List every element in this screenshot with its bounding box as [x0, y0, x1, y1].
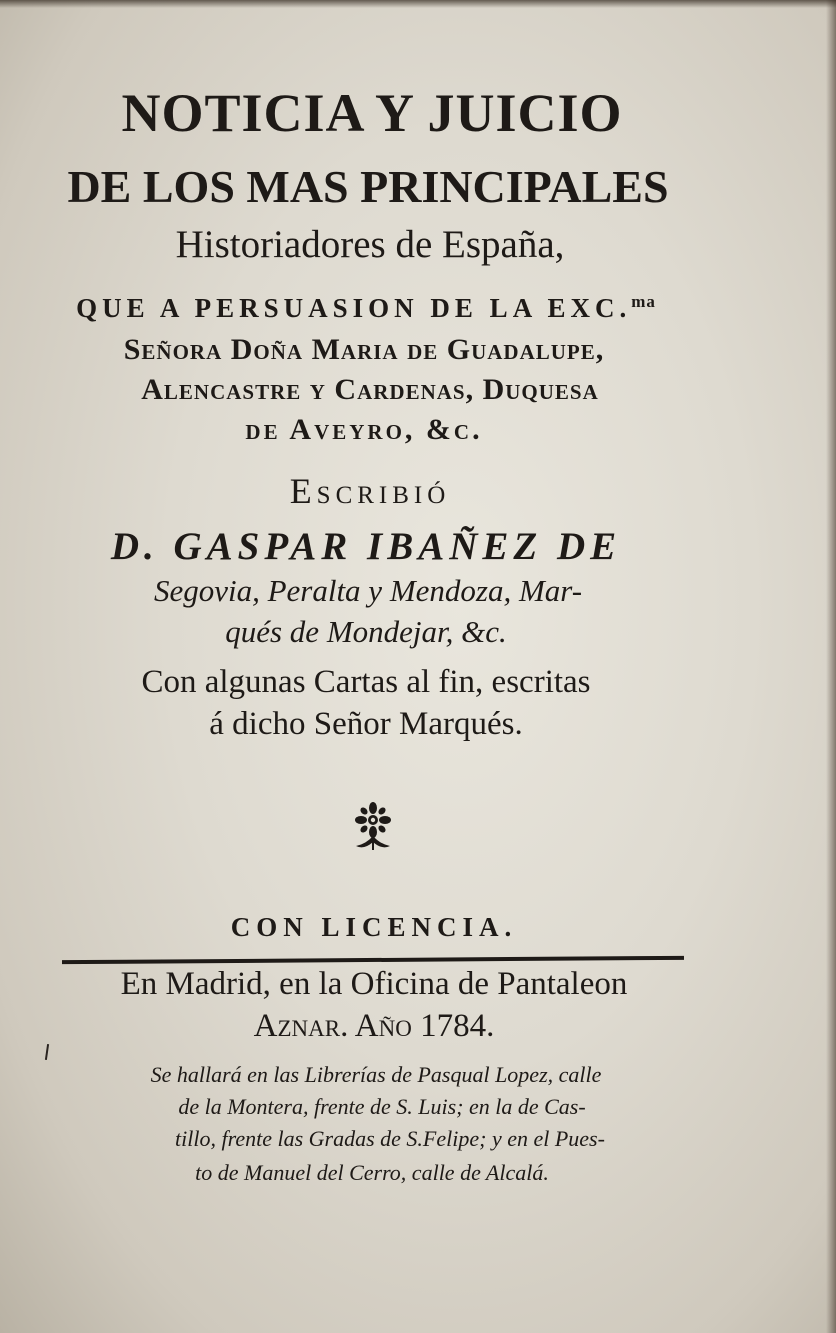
patron-line-3: Alencastre y Cardenas, Duquesa: [141, 373, 599, 406]
sale-line-4: to de Manuel del Cerro, calle de Alcalá.: [195, 1160, 549, 1185]
imprint-line-1: En Madrid, en la Oficina de Pantaleon: [120, 966, 628, 1002]
title-line-3: Historiadores de España,: [175, 223, 565, 266]
page-right-shadow: [826, 0, 836, 1333]
sale-line-2: de la Montera, frente de S. Luis; en la de Cas-: [178, 1094, 586, 1119]
ink-mark: [45, 1044, 49, 1060]
cartas-line-2: á dicho Señor Marqués.: [209, 706, 523, 742]
horizontal-rule: [62, 956, 684, 964]
title-line-2: DE LOS MAS PRINCIPALES: [67, 161, 669, 212]
title-line-1: NOTICIA Y JUICIO: [121, 83, 623, 143]
imprint-line-2: Aznar. Año 1784.: [253, 1008, 495, 1044]
patron-line-2: Señora Doña Maria de Guadalupe,: [123, 333, 605, 366]
patron-line-1: [0, 292, 784, 324]
patron-line-1-text: QUE A PERSUASION DE LA EXC.: [76, 293, 632, 323]
author-line-3: qués de Mondejar, &c.: [225, 614, 507, 649]
patron-line-4: de Aveyro, &c.: [245, 413, 483, 446]
author-line-1: D. GASPAR IBAÑEZ DE: [110, 525, 622, 568]
licencia-line: CON LICENCIA.: [230, 912, 518, 942]
patron-line-1-superscript: ma: [631, 292, 656, 311]
sale-line-1: Se hallará en las Librerías de Pasqual Lopez, calle: [150, 1062, 602, 1087]
sale-line-3: tillo, frente las Gradas de S.Felipe; y en el Pues-: [175, 1126, 605, 1151]
author-line-2: Segovia, Peralta y Mendoza, Mar-: [153, 573, 583, 608]
cartas-line-1: Con algunas Cartas al fin, escritas: [141, 664, 591, 700]
fleuron-icon: [352, 800, 394, 856]
page-top-shadow: [0, 0, 836, 8]
escribio-heading: Escribió: [289, 471, 451, 511]
